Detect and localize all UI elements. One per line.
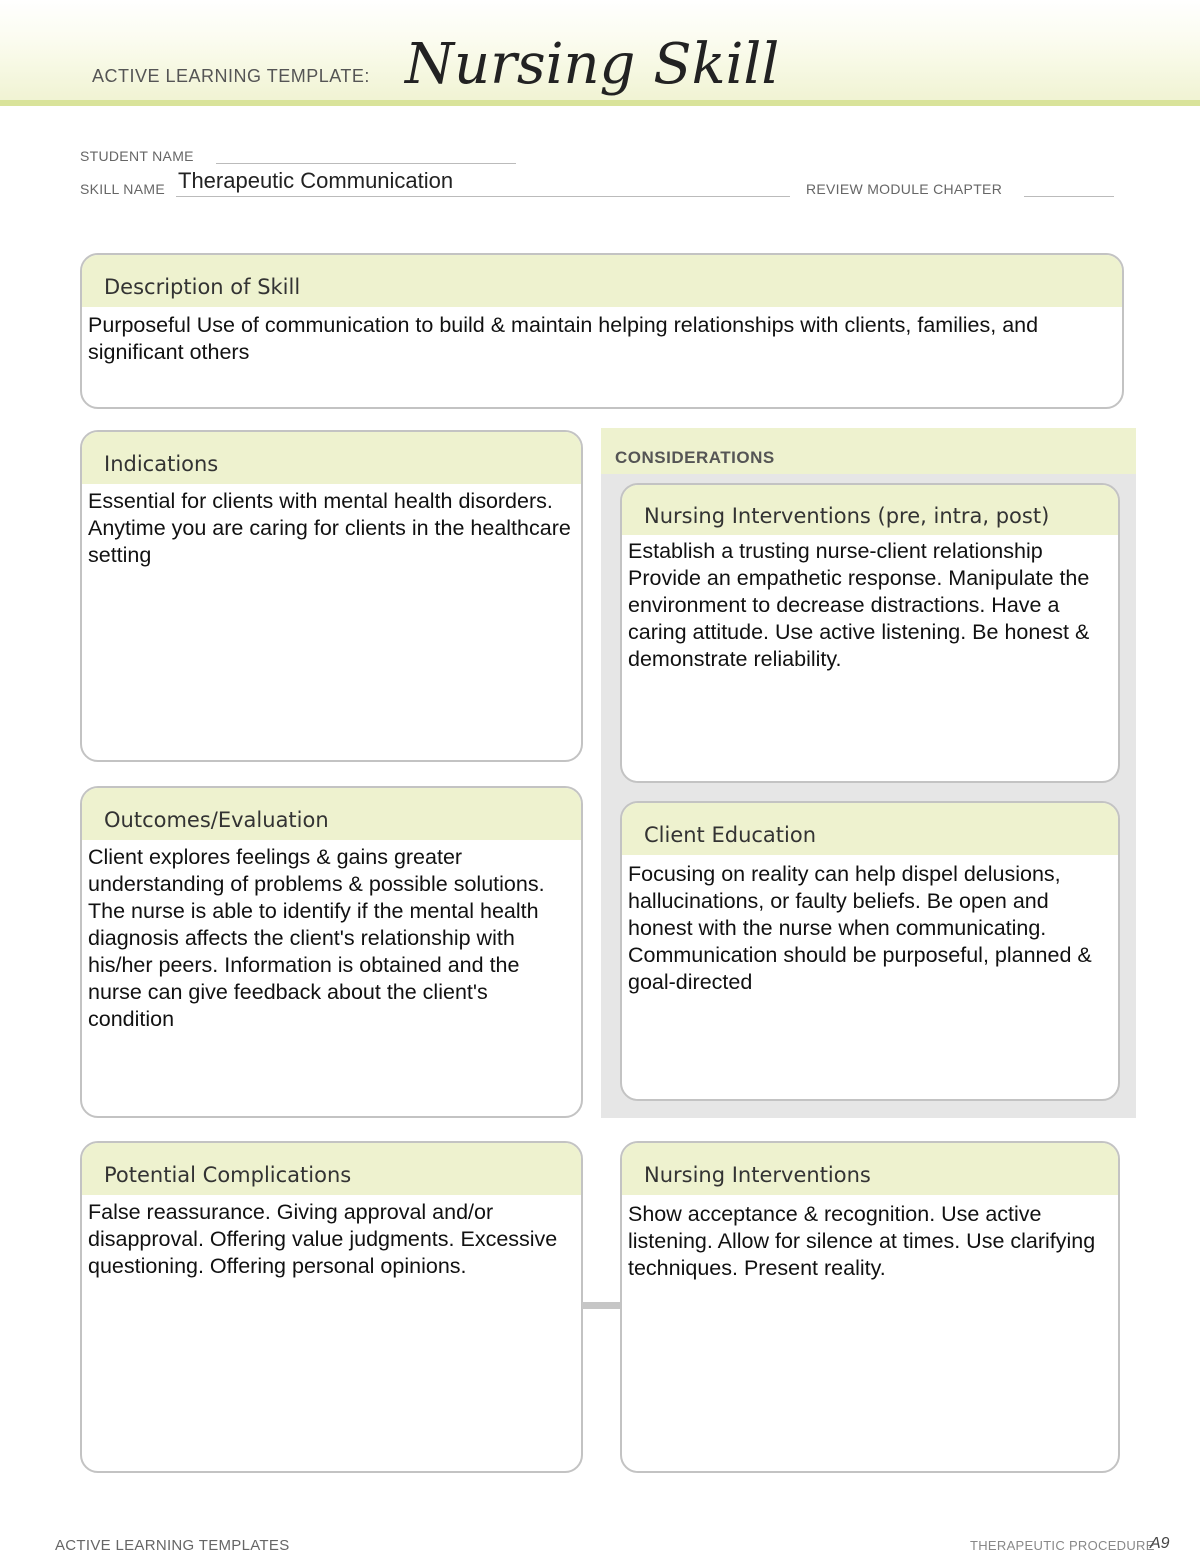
outcomes-text[interactable]: Client explores feelings & gains greater understanding of problems & possible solutions. The nurse is able to identify if the mental health diagnosis affects the client's relationship with his/her peers. Information is obtained and the nurse can give feedback about the client's condition: [88, 845, 545, 1031]
page-title: Nursing Skill: [405, 32, 780, 97]
nursing-interventions-prepost-text[interactable]: Establish a trusting nurse-client relationship Provide an empathetic response. Manipulate the environment to decrease distractions. Have a caring attitude. Use active listening. Be honest & demonstrate reliability.: [628, 539, 1090, 671]
complications-text[interactable]: False reassurance. Giving approval and/or disapproval. Offering value judgments. Excessive questioning. Offering personal opinions.: [88, 1200, 558, 1278]
skill-name-label: SKILL NAME: [80, 181, 165, 197]
nursing-interventions-text[interactable]: Show acceptance & recognition. Use active listening. Allow for silence at times. Use clarifying techniques. Present reality.: [628, 1202, 1096, 1280]
client-education-box: [620, 801, 1120, 1101]
student-name-field[interactable]: [216, 163, 516, 164]
student-name-label: STUDENT NAME: [80, 148, 194, 164]
footer-left: ACTIVE LEARNING TEMPLATES: [55, 1537, 290, 1554]
review-module-field[interactable]: [1024, 196, 1114, 197]
skill-name-value: Therapeutic Communication: [178, 168, 454, 193]
template-prefix: ACTIVE LEARNING TEMPLATE:: [92, 66, 370, 86]
description-text[interactable]: Purposeful Use of communication to build & maintain helping relationships with clients, families, and significant others: [88, 313, 1039, 364]
nursing-interventions-prepost-box: [620, 483, 1120, 783]
indications-text[interactable]: Essential for clients with mental health disorders. Anytime you are caring for clients in the healthcare setting: [88, 489, 571, 567]
nursing-interventions-box: [620, 1141, 1120, 1473]
description-heading: Description of Skill: [82, 255, 1122, 307]
complications-heading: Potential Complications: [82, 1143, 581, 1195]
review-module-label: REVIEW MODULE CHAPTER: [806, 181, 1003, 197]
indications-box: [80, 430, 583, 762]
description-box: [80, 253, 1124, 409]
nursing-interventions-prepost-heading: Nursing Interventions (pre, intra, post): [622, 485, 1118, 535]
skill-name-field[interactable]: [176, 196, 790, 197]
connector-bar: [582, 1302, 620, 1309]
indications-heading: Indications: [82, 432, 581, 484]
client-education-text[interactable]: Focusing on reality can help dispel delusions, hallucinations, or faulty beliefs. Be open and honest with the nurse when communicating. Communication should be purposeful, planned & goal-directed: [628, 862, 1092, 994]
outcomes-box: [80, 786, 583, 1118]
outcomes-heading: Outcomes/Evaluation: [82, 788, 581, 840]
header-rule: [0, 100, 1200, 106]
footer-right: THERAPEUTIC PROCEDURE: [970, 1538, 1155, 1553]
nursing-interventions-heading: Nursing Interventions: [622, 1143, 1118, 1195]
client-education-heading: Client Education: [622, 803, 1118, 855]
complications-box: [80, 1141, 583, 1473]
considerations-label: CONSIDERATIONS: [615, 448, 775, 467]
page-number: A9: [1150, 1535, 1170, 1552]
